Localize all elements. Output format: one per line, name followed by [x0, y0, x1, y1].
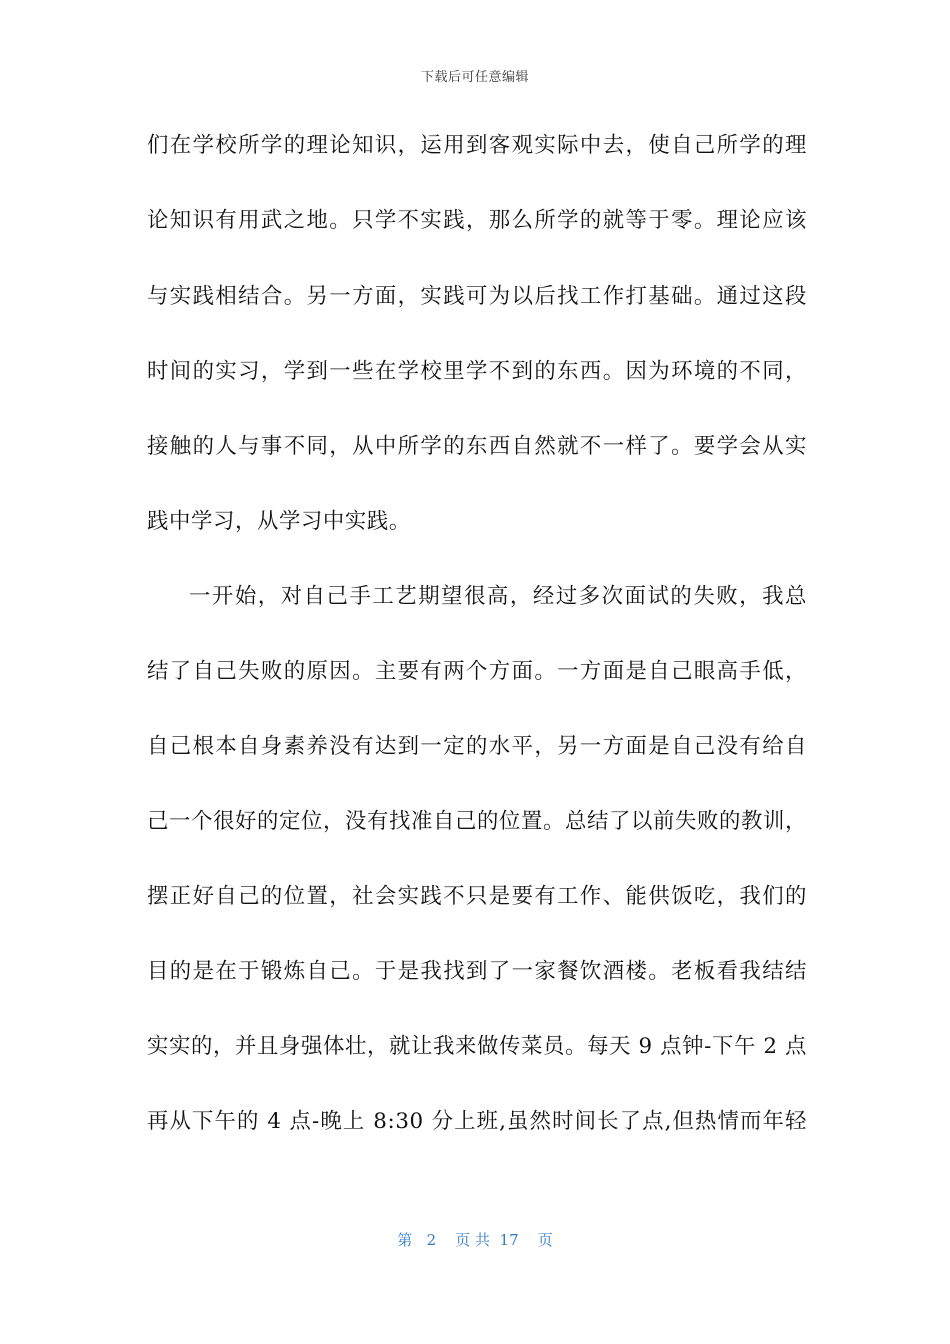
- text-line: 目的是在于锻炼自己。于是我找到了一家餐饮酒楼。老板看我结结: [147, 959, 807, 984]
- page-footer: [0, 1229, 950, 1250]
- text-line: 一开始，对自己手工艺期望很高，经过多次面试的失败，我总: [189, 584, 807, 609]
- page-label-middle: 页 共: [455, 1231, 490, 1249]
- text-line: 再从下午的 4 点-晚上 8:30 分上班,虽然时间长了点,但热情而年轻: [147, 1109, 807, 1134]
- page-label-prefix: 第: [397, 1231, 413, 1249]
- text-line: 实实的，并且身强体壮，就让我来做传菜员。每天 9 点钟-下午 2 点: [147, 1034, 807, 1059]
- page-label-suffix: 页: [537, 1231, 553, 1249]
- text-line: 们在学校所学的理论知识，运用到客观实际中去，使自己所学的理: [147, 133, 807, 158]
- text-line: 接触的人与事不同，从中所学的东西自然就不一样了。要学会从实: [147, 434, 807, 459]
- text-line: 与实践相结合。另一方面，实践可为以后找工作打基础。通过这段: [147, 284, 807, 309]
- text-line: 己一个很好的定位，没有找准自己的位置。总结了以前失败的教训，: [147, 809, 807, 834]
- text-line: 自己根本自身素养没有达到一定的水平，另一方面是自己没有给自: [147, 734, 807, 759]
- text-line: 时间的实习，学到一些在学校里学不到的东西。因为环境的不同，: [147, 359, 807, 384]
- text-line: 摆正好自己的位置，社会实践不只是要有工作、能供饭吃，我们的: [147, 884, 807, 909]
- page-header: 下载后可任意编辑: [420, 70, 529, 85]
- text-line: 结了自己失败的原因。主要有两个方面。一方面是自己眼高手低，: [147, 659, 807, 684]
- total-pages-number: 17: [499, 1231, 519, 1249]
- text-line: 践中学习，从学习中实践。: [147, 509, 411, 534]
- current-page-number: 2: [426, 1231, 437, 1249]
- text-line: 论知识有用武之地。只学不实践，那么所学的就等于零。理论应该: [147, 208, 807, 233]
